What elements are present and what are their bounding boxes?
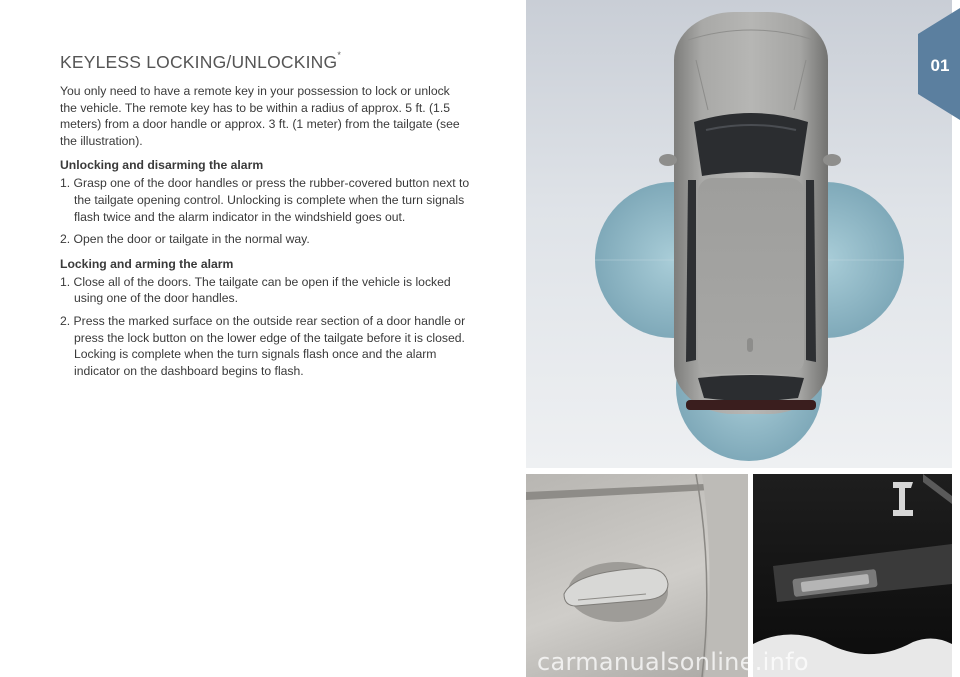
article-title <box>60 52 470 73</box>
locking-steps <box>60 274 470 380</box>
locking-step-2: 2. Press the marked surface on the outside rear section of a door handle or press the lock button on the lower edge of the tailgate before it is closed. Locking is complete when the turn signals flash once and the alarm indicator on the dashboard begins to flash. <box>60 313 466 378</box>
tailgate-drawing <box>753 474 952 677</box>
locking-step-1: 1. Close all of the doors. The tailgate can be open if the vehicle is locked using one of the door handles. <box>60 274 451 306</box>
section-number: 01 <box>930 56 950 75</box>
article-title-text: KEYLESS LOCKING/UNLOCKING <box>60 52 338 72</box>
intro-paragraph: You only need to have a remote key in your possession to lock or unlock the vehicle. The remote key has to be within a radius of approx. 5 ft. (1.5 meters) from a door handle or approx. 3 ft. (1 meter) from the tailgate (see the illustration). <box>60 84 460 148</box>
watermark: carmanualsonline.info <box>537 648 809 676</box>
car-range-diagram <box>526 0 952 468</box>
unlocking-step-1: 1. Grasp one of the door handles or press the rubber-covered button next to the tailgate opening control. Unlocking is complete when the turn signals flash twice and the alarm indicator in the windshield goes out. <box>60 176 470 224</box>
section-tab <box>918 8 960 120</box>
door-handle-photo <box>526 474 748 677</box>
title-asterisk: * <box>337 50 342 60</box>
tailgate-button-photo <box>753 474 952 677</box>
right-mirror <box>823 154 841 166</box>
left-mirror <box>659 154 677 166</box>
article <box>60 52 470 385</box>
locking-heading: Locking and arming the alarm <box>60 256 234 271</box>
car-body <box>674 12 828 414</box>
unlocking-step-2: 2. Open the door or tailgate in the normal way. <box>60 232 310 247</box>
unlocking-heading: Unlocking and disarming the alarm <box>60 158 264 173</box>
car-top-view-illustration <box>526 0 952 468</box>
door-handle-drawing <box>526 474 748 677</box>
unlocking-steps <box>60 175 470 247</box>
